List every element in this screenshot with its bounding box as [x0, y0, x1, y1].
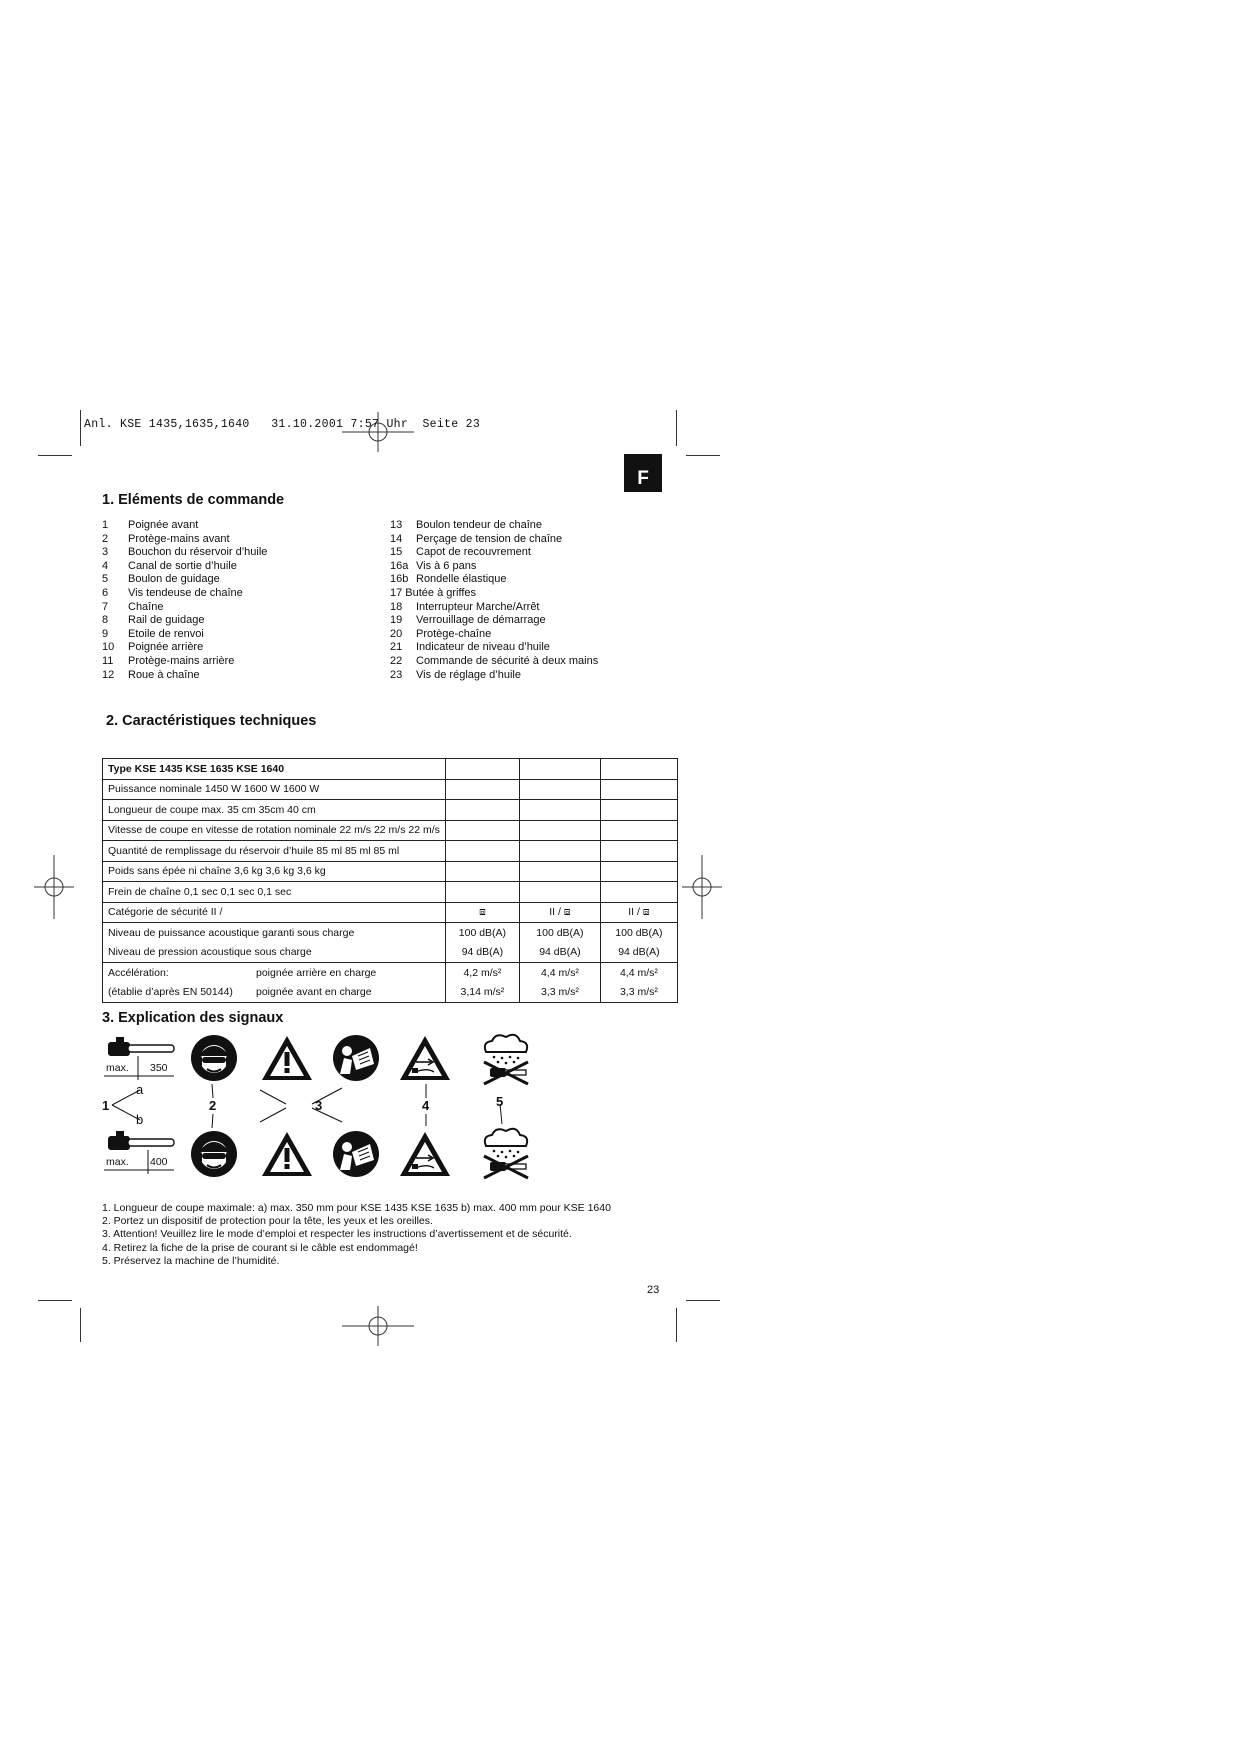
- parts-list-item: [102, 655, 267, 669]
- spec-value: [600, 779, 677, 800]
- part-number: 2: [102, 532, 109, 545]
- part-number: 21: [390, 641, 403, 654]
- part-label: Canal de sortie d’huile: [128, 559, 237, 572]
- parts-list-item: [390, 587, 598, 601]
- parts-list-item: [390, 533, 598, 547]
- spec-value: [519, 800, 600, 821]
- parts-list-item: [102, 546, 267, 560]
- legend-item: 4. Retirez la fiche de la prise de courant si le câble est endommagé!: [102, 1241, 418, 1254]
- part-label: Protège-chaîne: [416, 627, 492, 640]
- part-number: 5: [102, 573, 109, 586]
- spec-label: [103, 983, 446, 1003]
- parts-list-item: [102, 641, 267, 655]
- spec-row: [103, 943, 678, 963]
- spec-value: [445, 759, 519, 780]
- spec-row: [103, 923, 678, 943]
- spec-value: ⧈: [445, 902, 519, 923]
- part-label: Commande de sécurité à deux mains: [416, 654, 599, 667]
- part-label: Boulon de guidage: [128, 573, 220, 586]
- spec-label: Vitesse de coupe en vitesse de rotation nominale 22 m/s 22 m/s 22 m/s: [103, 820, 446, 841]
- legend-item: 5. Préservez la machine de l’humidité.: [102, 1254, 280, 1267]
- accel-label: (établie d’après EN 50144): [108, 986, 233, 999]
- parts-list-item: [390, 614, 598, 628]
- specs-table: [102, 758, 678, 1003]
- part-label: Boulon tendeur de chaîne: [416, 519, 542, 531]
- symbol-label-a: a: [136, 1082, 144, 1097]
- spec-value: [445, 841, 519, 862]
- part-number: 22: [390, 654, 403, 667]
- part-label: Verrouillage de démarrage: [416, 614, 546, 627]
- spec-value: [445, 820, 519, 841]
- protect-from-rain-icon: [476, 1124, 534, 1180]
- parts-list-item: [102, 628, 267, 642]
- parts-list-item: [390, 546, 598, 560]
- spec-value: [600, 800, 677, 821]
- parts-list-item: [102, 614, 267, 628]
- registration-mark-bottom: [342, 1306, 414, 1346]
- crop-mark: [38, 455, 72, 456]
- spec-row: [103, 800, 678, 821]
- part-label: Protège-mains arrière: [128, 654, 235, 667]
- part-label: Indicateur de niveau d’huile: [416, 641, 550, 654]
- spec-row: [103, 983, 678, 1003]
- spec-value: 3,3 m/s²: [519, 983, 600, 1003]
- symbol-label-4: 4: [422, 1098, 430, 1113]
- spec-row: [103, 902, 678, 923]
- read-manual-icon: [330, 1034, 382, 1082]
- part-label: Vis de réglage d’huile: [416, 668, 521, 681]
- crop-mark: [676, 410, 677, 446]
- crop-mark: [80, 1308, 81, 1342]
- part-number: 9: [102, 627, 109, 640]
- page-number: 23: [647, 1284, 660, 1296]
- helmet-goggles-earmuffs-icon: [190, 1130, 238, 1178]
- parts-list-item: [390, 641, 598, 655]
- part-number: 3: [102, 546, 109, 559]
- part-number: 23: [390, 668, 403, 681]
- helmet-goggles-earmuffs-icon: [190, 1034, 238, 1082]
- spec-row: [103, 882, 678, 903]
- spec-label: Poids sans épée ni chaîne 3,6 kg 3,6 kg 3,6 kg: [103, 861, 446, 882]
- spec-value: 4,4 m/s²: [600, 963, 677, 983]
- parts-list-item: [102, 519, 267, 533]
- spec-label: Niveau de puissance acoustique garanti sous charge: [103, 923, 446, 943]
- part-label: Poignée arrière: [128, 641, 204, 654]
- part-number: 12: [102, 668, 115, 681]
- parts-list-item: [390, 655, 598, 669]
- spec-row: [103, 759, 678, 780]
- symbol-legend: [102, 1202, 611, 1268]
- crop-mark: [686, 1300, 720, 1301]
- legend-item: 2. Portez un dispositif de protection pour la tête, les yeux et les oreilles.: [102, 1215, 433, 1228]
- parts-list-item: [390, 601, 598, 615]
- part-label: Vis tendeuse de chaîne: [128, 586, 243, 599]
- parts-list-item: [102, 533, 267, 547]
- crop-mark: [676, 1308, 677, 1342]
- part-label: Perçage de tension de chaîne: [416, 532, 563, 545]
- legend-item: 3. Attention! Veuillez lire le mode d’emploi et respecter les instructions d’avertissement et de sécurité.: [102, 1228, 572, 1241]
- part-number: 16b: [390, 573, 409, 586]
- part-number: 7: [102, 600, 109, 613]
- part-label: Roue à chaîne: [128, 668, 200, 681]
- spec-value: II / ⧈: [600, 902, 677, 923]
- spec-label: Type KSE 1435 KSE 1635 KSE 1640: [103, 759, 446, 780]
- spec-value: 3,14 m/s²: [445, 983, 519, 1003]
- spec-value: 100 dB(A): [445, 923, 519, 943]
- parts-list-left: [102, 519, 267, 682]
- part-number: 1: [102, 519, 109, 531]
- spec-value: [519, 882, 600, 903]
- parts-list-item: [102, 669, 267, 683]
- spec-value: [600, 820, 677, 841]
- registration-mark-right: [682, 855, 722, 919]
- spec-label: Longueur de coupe max. 35 cm 35cm 40 cm: [103, 800, 446, 821]
- part-number: 16a: [390, 559, 409, 572]
- spec-label: Puissance nominale 1450 W 1600 W 1600 W: [103, 779, 446, 800]
- part-number: 10: [102, 641, 115, 654]
- spec-value: 94 dB(A): [600, 943, 677, 963]
- part-number: 19: [390, 614, 403, 627]
- spec-label: Quantité de remplissage du réservoir d’huile 85 ml 85 ml 85 ml: [103, 841, 446, 862]
- part-number: 6: [102, 586, 109, 599]
- spec-label: [103, 963, 446, 983]
- spec-row: [103, 861, 678, 882]
- read-manual-icon: [330, 1130, 382, 1178]
- spec-row: [103, 963, 678, 983]
- spec-value: [600, 861, 677, 882]
- parts-list-item: [390, 628, 598, 642]
- part-label: Capot de recouvrement: [416, 546, 531, 559]
- crop-mark: [80, 410, 81, 446]
- part-number: 8: [102, 614, 109, 627]
- spec-value: [519, 820, 600, 841]
- part-label: Bouchon du réservoir d’huile: [128, 546, 268, 559]
- part-label: Rail de guidage: [128, 614, 205, 627]
- part-label: Poignée avant: [128, 519, 199, 531]
- spec-value: [519, 779, 600, 800]
- part-number: 13: [390, 519, 403, 531]
- parts-list-item: [390, 669, 598, 683]
- language-badge: F: [624, 454, 662, 492]
- saw-max-value: 400: [150, 1156, 168, 1168]
- part-number: 14: [390, 532, 403, 545]
- spec-value: [519, 759, 600, 780]
- print-imprint-line: Anl. KSE 1435,1635,1640 31.10.2001 7:57 Uhr Seite 23: [84, 418, 481, 431]
- section-title-controls: 1. Eléments de commande: [102, 492, 285, 508]
- spec-value: 3,3 m/s²: [600, 983, 677, 1003]
- spec-value: [445, 800, 519, 821]
- section-title-symbols: 3. Explication des signaux: [102, 1010, 284, 1026]
- spec-value: 100 dB(A): [519, 923, 600, 943]
- parts-list-item: [390, 560, 598, 574]
- spec-value: [600, 759, 677, 780]
- symbol-label-b: b: [136, 1112, 144, 1127]
- spec-label: Frein de chaîne 0,1 sec 0,1 sec 0,1 sec: [103, 882, 446, 903]
- legend-item: 1. Longueur de coupe maximale: a) max. 350 mm pour KSE 1435 KSE 1635 b) max. 400 mm pour KSE 1640: [102, 1202, 611, 1214]
- parts-list-item: [102, 560, 267, 574]
- spec-value: [600, 841, 677, 862]
- spec-value: [519, 861, 600, 882]
- spec-value: 94 dB(A): [519, 943, 600, 963]
- part-number: 4: [102, 559, 109, 572]
- accel-handle: poignée arrière en charge: [256, 966, 377, 979]
- part-label: 17 Butée à griffes: [390, 586, 477, 599]
- parts-list-item: [102, 573, 267, 587]
- accel-label: Accélération:: [108, 966, 169, 979]
- spec-value: 94 dB(A): [445, 943, 519, 963]
- symbol-label-1: 1: [102, 1098, 110, 1113]
- registration-mark-left: [34, 855, 74, 919]
- spec-value: [445, 861, 519, 882]
- part-label: Interrupteur Marche/Arrêt: [416, 600, 540, 613]
- part-label: Protège-mains avant: [128, 532, 230, 545]
- parts-list-item: [390, 519, 598, 533]
- section-title-specs: 2. Caractéristiques techniques: [106, 713, 317, 729]
- saw-max-label: max.: [106, 1062, 129, 1074]
- parts-list-right: [390, 519, 598, 682]
- unplug-damaged-cable-icon: [398, 1130, 452, 1178]
- spec-value: 4,4 m/s²: [519, 963, 600, 983]
- part-label: Rondelle élastique: [416, 573, 507, 586]
- parts-list-item: [102, 601, 267, 615]
- spec-value: [600, 882, 677, 903]
- part-number: 20: [390, 627, 403, 640]
- warning-triangle-icon: [260, 1130, 314, 1178]
- crop-mark: [38, 1300, 72, 1301]
- spec-value: 4,2 m/s²: [445, 963, 519, 983]
- spec-row: [103, 779, 678, 800]
- warning-triangle-icon: [260, 1034, 314, 1082]
- part-number: 18: [390, 600, 403, 613]
- part-label: Chaîne: [128, 600, 164, 613]
- parts-list-item: [102, 587, 267, 601]
- symbol-label-3: 3: [315, 1098, 323, 1113]
- crop-mark: [686, 455, 720, 456]
- spec-label: Catégorie de sécurité II /: [103, 902, 446, 923]
- unplug-damaged-cable-icon: [398, 1034, 452, 1082]
- spec-value: [519, 841, 600, 862]
- parts-list-item: [390, 573, 598, 587]
- saw-max-label: max.: [106, 1156, 129, 1168]
- spec-value: 100 dB(A): [600, 923, 677, 943]
- spec-row: [103, 820, 678, 841]
- part-number: 15: [390, 546, 403, 559]
- spec-value: [445, 882, 519, 903]
- spec-value: [445, 779, 519, 800]
- spec-row: [103, 841, 678, 862]
- saw-max-value: 350: [150, 1062, 168, 1074]
- part-label: Etoile de renvoi: [128, 627, 204, 640]
- accel-handle: poignée avant en charge: [256, 986, 372, 999]
- symbol-label-2: 2: [209, 1098, 217, 1113]
- spec-value: II / ⧈: [519, 902, 600, 923]
- symbol-label-5: 5: [496, 1094, 504, 1109]
- part-label: Vis à 6 pans: [416, 559, 477, 572]
- part-number: 11: [102, 654, 114, 667]
- spec-label: Niveau de pression acoustique sous charge: [103, 943, 446, 963]
